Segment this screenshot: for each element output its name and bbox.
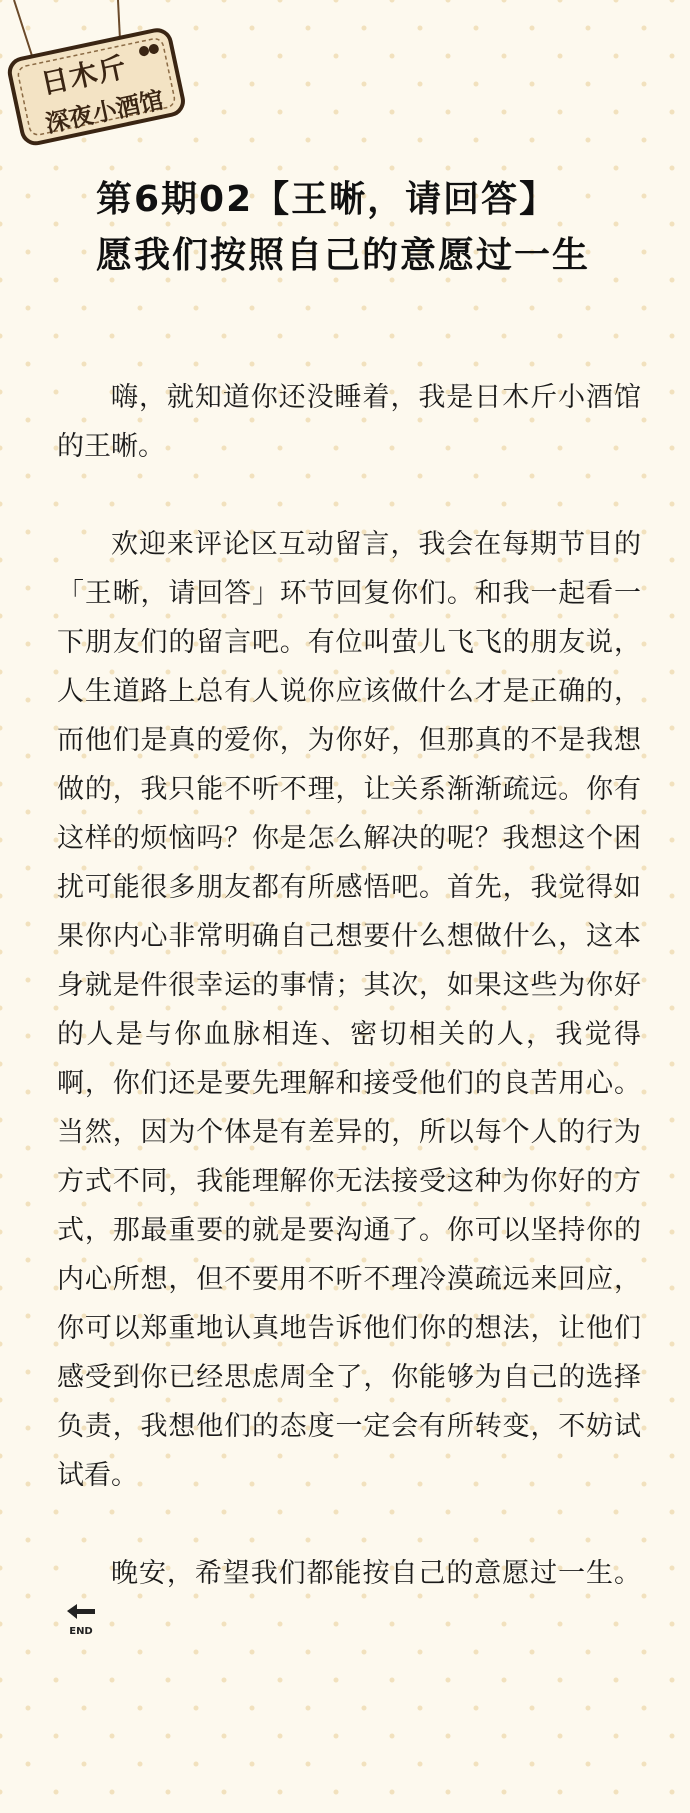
logo-text-subtitle: 深夜小酒馆 <box>42 85 167 139</box>
paragraph-closing <box>57 1549 641 1647</box>
title-line-1: 第6期02【王晰，请回答】 <box>96 179 558 220</box>
article-body <box>57 373 641 1696</box>
closing-text: 晚安，希望我们都能按自己的意愿过一生。 <box>111 1558 641 1589</box>
logo-text-brand: 日木斤 <box>37 50 130 101</box>
end-label: END <box>69 1626 93 1637</box>
paragraph-main: 欢迎来评论区互动留言，我会在每期节目的「王晰，请回答」环节回复你们。和我一起看一下朋友们的留言吧。有位叫萤儿飞飞的朋友说，人生道路上总有人说你应该做什么才是正确的，而他们是真的爱你，为你好，但那真的不是我想做的，我只能不听不理，让关系渐渐疏远。你有这样的烦恼吗？你是怎么解决的呢？我想这个困扰可能很多朋友都有所感悟吧。首先，我觉得如果你内心非常明确自己想要什么想做什么，这本身就是件很幸运的事情；其次，如果这些为你好的人是与你血脉相连、密切相关的人，我觉得啊，你们还是要先理解和接受他们的良苦用心。当然，因为个体是有差异的，所以每个人的行为方式不同，我能理解你无法接受这种为你好的方式，那最重要的就是要沟通了。你可以坚持你的内心所想，但不要用不听不理冷漠疏远来回应，你可以郑重地认真地告诉他们你的想法，让他们感受到你已经思虑周全了，你能够为自己的选择负责，我想他们的态度一定会有所转变，不妨试试看。 <box>57 529 641 1491</box>
back-arrow-icon <box>67 1604 95 1619</box>
end-mark <box>63 1601 99 1637</box>
logo-sign <box>0 0 190 150</box>
paragraph-greeting: 嗨，就知道你还没睡着，我是日木斤小酒馆的王晰。 <box>57 382 641 462</box>
article-title <box>96 172 656 284</box>
title-line-2: 愿我们按照自己的意愿过一生 <box>96 235 591 276</box>
